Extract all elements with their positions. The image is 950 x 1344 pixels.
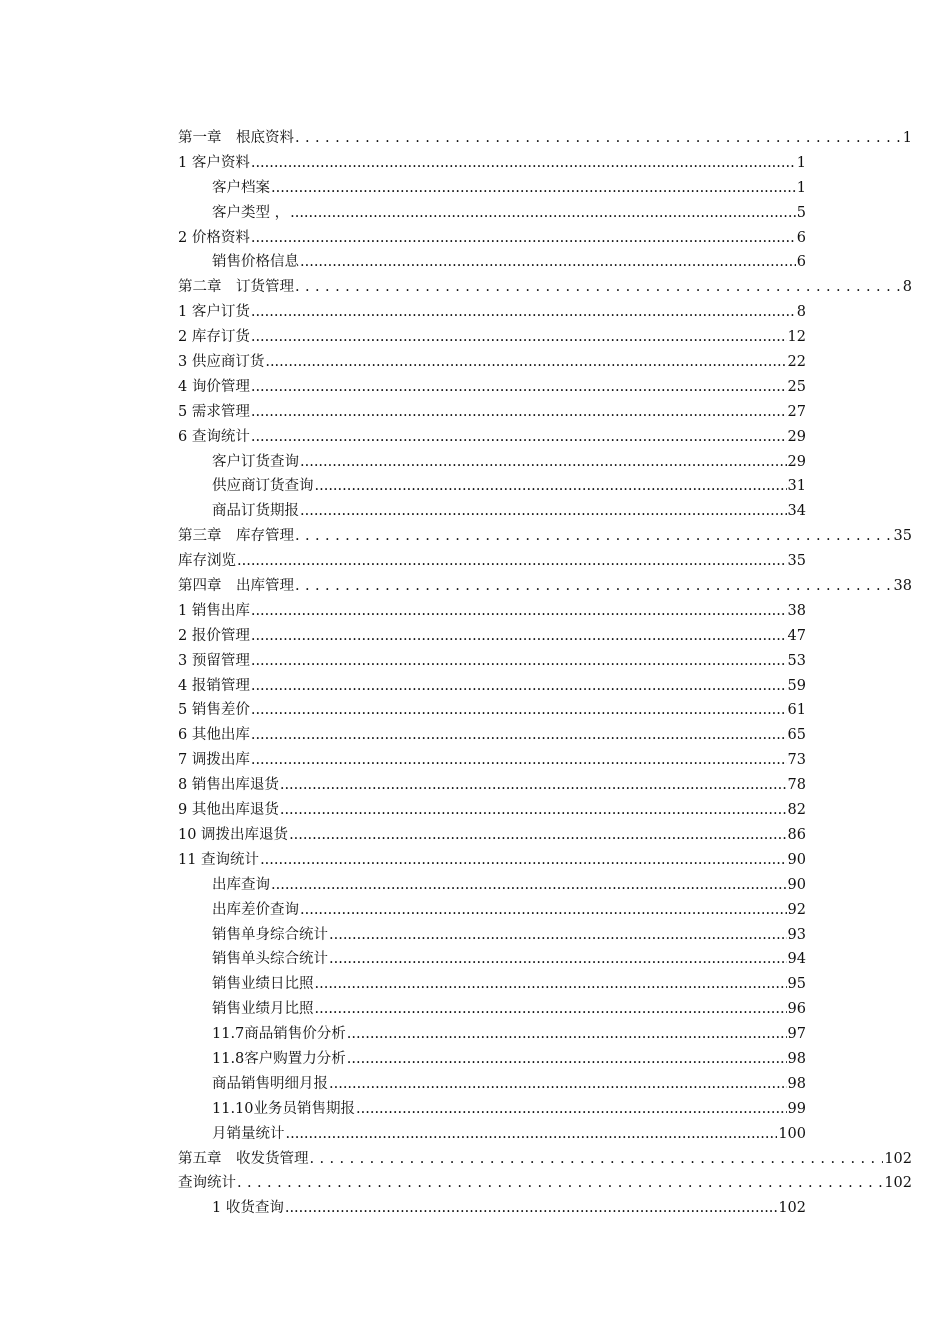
- toc-entry-title: 第二章 订货管理: [178, 279, 294, 296]
- toc-section-entry[interactable]: [178, 773, 806, 798]
- toc-subsection-entry[interactable]: [212, 1097, 806, 1122]
- dot-leader: [251, 723, 787, 748]
- toc-section-entry[interactable]: [178, 798, 806, 823]
- dot-leader: [329, 947, 787, 972]
- toc-entry-title: 客户档案: [212, 179, 270, 196]
- toc-entry-title: 库存浏览: [178, 553, 236, 570]
- toc-entry-title: 客户订货查询: [212, 453, 299, 470]
- toc-subsection-entry[interactable]: [212, 997, 806, 1022]
- dot-leader: [251, 599, 787, 624]
- toc-entry-page-number: 1: [796, 154, 806, 171]
- toc-subsection-entry[interactable]: [212, 1022, 806, 1047]
- dot-leader: [356, 1097, 787, 1122]
- toc-section-entry[interactable]: [178, 300, 806, 325]
- toc-entry-title: 销售单头综合统计: [212, 951, 328, 968]
- toc-entry-page-number: 65: [787, 727, 806, 744]
- toc-entry-page-number: 92: [787, 901, 806, 918]
- toc-subsection-entry[interactable]: [212, 499, 806, 524]
- toc-section-entry[interactable]: [178, 698, 806, 723]
- dot-leader: [329, 923, 787, 948]
- toc-entry-title: 销售业绩日比照: [212, 976, 314, 993]
- toc-section-entry[interactable]: [178, 823, 806, 848]
- dot-leader: [290, 201, 796, 226]
- toc-entry-page-number: 25: [787, 378, 806, 395]
- toc-entry-title: 2 价格资料: [178, 229, 250, 246]
- dot-leader: [329, 1072, 787, 1097]
- toc-entry-page-number: 53: [787, 652, 806, 669]
- toc-section-entry[interactable]: [178, 624, 806, 649]
- dot-leader: [280, 773, 787, 798]
- dot-leader: [280, 798, 787, 823]
- toc-section-entry[interactable]: [178, 226, 806, 251]
- toc-entry-title: 商品订货期报: [212, 503, 299, 520]
- dot-leader: [237, 1171, 883, 1196]
- toc-entry-title: 第一章 根底资料: [178, 130, 294, 146]
- toc-entry-page-number: 22: [787, 354, 806, 371]
- toc-entry-page-number: 93: [787, 926, 806, 943]
- toc-chapter-entry[interactable]: [178, 574, 912, 599]
- toc-chapter-entry[interactable]: [178, 275, 912, 300]
- toc-entry-page-number: 35: [787, 553, 806, 570]
- toc-entry-page-number: 1: [796, 179, 806, 196]
- toc-entry-title: 供应商订货查询: [212, 478, 314, 495]
- dot-leader: [289, 823, 786, 848]
- toc-entry-page-number: 102: [884, 1175, 912, 1192]
- toc-entry-title: 销售价格信息: [212, 254, 299, 271]
- dot-leader: [300, 898, 787, 923]
- toc-entry-title: 4 询价管理: [178, 378, 250, 395]
- dot-leader: [265, 350, 786, 375]
- toc-entry-page-number: 90: [787, 851, 806, 868]
- toc-entry-title: 11.7商品销售价分析: [212, 1026, 346, 1043]
- dot-leader: [300, 250, 796, 275]
- dot-leader: [271, 176, 796, 201]
- toc-chapter-entry[interactable]: [178, 1147, 912, 1172]
- toc-section-entry[interactable]: [178, 549, 806, 574]
- toc-subsection-entry[interactable]: [212, 201, 806, 226]
- toc-entry-title: 3 供应商订货: [178, 354, 265, 371]
- dot-leader: [315, 972, 787, 997]
- toc-entry-page-number: 31: [787, 478, 806, 495]
- toc-entry-page-number: 35: [893, 528, 912, 545]
- toc-chapter-entry[interactable]: [178, 524, 912, 549]
- dot-leader: [347, 1022, 787, 1047]
- toc-entry-title: 第五章 收发货管理: [178, 1150, 309, 1167]
- toc-section-entry[interactable]: [178, 400, 806, 425]
- dot-leader: [295, 574, 893, 599]
- dot-leader: [251, 151, 796, 176]
- toc-entry-page-number: 96: [787, 1001, 806, 1018]
- toc-entry-page-number: 29: [787, 428, 806, 445]
- toc-entry-title: 2 库存订货: [178, 329, 250, 346]
- dot-leader: [310, 1147, 884, 1172]
- toc-section-entry[interactable]: [178, 425, 806, 450]
- toc-section-entry[interactable]: [178, 151, 806, 176]
- toc-entry-title: 5 销售差价: [178, 702, 250, 719]
- toc-chapter-entry[interactable]: [178, 1171, 912, 1196]
- toc-entry-page-number: 6: [796, 254, 806, 271]
- toc-entry-title: 9 其他出库退货: [178, 802, 279, 819]
- toc-entry-title: 11 查询统计: [178, 851, 260, 868]
- toc-section-entry[interactable]: [178, 599, 806, 624]
- dot-leader: [251, 300, 796, 325]
- toc-entry-page-number: 59: [787, 677, 806, 694]
- toc-entry-page-number: 94: [787, 951, 806, 968]
- toc-section-entry[interactable]: [178, 748, 806, 773]
- dot-leader: [251, 698, 787, 723]
- dot-leader: [271, 873, 787, 898]
- dot-leader: [251, 425, 787, 450]
- dot-leader: [295, 126, 902, 151]
- toc-subsection-entry[interactable]: [212, 873, 806, 898]
- toc-entry-title: 6 其他出库: [178, 727, 250, 744]
- toc-subsection-entry[interactable]: [212, 898, 806, 923]
- toc-section-entry[interactable]: [178, 649, 806, 674]
- dot-leader: [237, 549, 787, 574]
- toc-entry-title: 1 收货查询: [212, 1200, 284, 1217]
- toc-entry-page-number: 27: [787, 403, 806, 420]
- dot-leader: [251, 624, 787, 649]
- toc-entry-page-number: 98: [787, 1050, 806, 1067]
- dot-leader: [286, 1122, 778, 1147]
- toc-entry-title: 销售业绩月比照: [212, 1001, 314, 1018]
- toc-entry-page-number: 95: [787, 976, 806, 993]
- toc-entry-page-number: 5: [796, 204, 806, 221]
- dot-leader: [300, 499, 787, 524]
- toc-entry-page-number: 47: [787, 627, 806, 644]
- toc-entry-page-number: 97: [787, 1026, 806, 1043]
- toc-entry-title: 4 报销管理: [178, 677, 250, 694]
- toc-section-entry[interactable]: [178, 350, 806, 375]
- toc-entry-title: 3 预留管理: [178, 652, 250, 669]
- toc-entry-title: 出库差价查询: [212, 901, 299, 918]
- toc-subsection-entry[interactable]: [212, 1047, 806, 1072]
- toc-section-entry[interactable]: [178, 723, 806, 748]
- toc-entry-page-number: 38: [893, 578, 912, 595]
- toc-subsection-entry[interactable]: [212, 947, 806, 972]
- toc-subsection-entry[interactable]: [212, 923, 806, 948]
- toc-entry-page-number: 1: [902, 130, 912, 146]
- dot-leader: [251, 375, 787, 400]
- toc-entry-title: 客户类型 ，: [212, 204, 290, 221]
- toc-entry-title: 1 客户订货: [178, 304, 250, 321]
- toc-subsection-entry[interactable]: [212, 250, 806, 275]
- toc-entry-page-number: 99: [787, 1100, 806, 1117]
- dot-leader: [251, 325, 787, 350]
- toc-entry-title: 销售单身综合统计: [212, 926, 328, 943]
- toc-entry-title: 11.8客户购置力分析: [212, 1050, 346, 1067]
- toc-entry-title: 商品销售明细月报: [212, 1075, 328, 1092]
- toc-entry-title: 10 调拨出库退货: [178, 826, 289, 843]
- toc-entry-page-number: 102: [884, 1150, 912, 1167]
- toc-entry-page-number: 86: [787, 826, 806, 843]
- toc-subsection-entry[interactable]: [212, 176, 806, 201]
- toc-section-entry[interactable]: [178, 375, 806, 400]
- toc-subsection-entry[interactable]: [212, 474, 806, 499]
- toc-entry-page-number: 34: [787, 503, 806, 520]
- toc-entry-page-number: 6: [796, 229, 806, 246]
- toc-entry-title: 第四章 出库管理: [178, 578, 294, 595]
- toc-subsection-entry[interactable]: [212, 972, 806, 997]
- toc-entry-title: 6 查询统计: [178, 428, 250, 445]
- toc-entry-page-number: 98: [787, 1075, 806, 1092]
- toc-entry-page-number: 12: [787, 329, 806, 346]
- toc-entry-page-number: 102: [778, 1200, 806, 1217]
- toc-entry-page-number: 29: [787, 453, 806, 470]
- dot-leader: [285, 1196, 777, 1221]
- toc-subsection-entry[interactable]: [212, 1072, 806, 1097]
- dot-leader: [315, 474, 787, 499]
- toc-entry-page-number: 8: [902, 279, 912, 296]
- toc-entry-page-number: 73: [787, 752, 806, 769]
- toc-entry-page-number: 38: [787, 602, 806, 619]
- dot-leader: [295, 524, 893, 549]
- table-of-contents: [178, 126, 912, 1221]
- dot-leader: [251, 649, 787, 674]
- toc-entry-title: 查询统计: [178, 1175, 236, 1192]
- toc-section-entry[interactable]: [178, 848, 806, 873]
- toc-entry-title: 2 报价管理: [178, 627, 250, 644]
- toc-entry-title: 5 需求管理: [178, 403, 250, 420]
- dot-leader: [251, 748, 787, 773]
- dot-leader: [251, 400, 787, 425]
- dot-leader: [347, 1047, 787, 1072]
- toc-entry-title: 第三章 库存管理: [178, 528, 294, 545]
- toc-subsection-entry[interactable]: [212, 1196, 806, 1221]
- toc-section-entry[interactable]: [178, 674, 806, 699]
- toc-entry-title: 7 调拨出库: [178, 752, 250, 769]
- toc-subsection-entry[interactable]: [212, 450, 806, 475]
- toc-entry-title: 1 销售出库: [178, 602, 250, 619]
- dot-leader: [260, 848, 786, 873]
- toc-entry-page-number: 90: [787, 876, 806, 893]
- toc-entry-title: 8 销售出库退货: [178, 777, 279, 794]
- toc-entry-title: 月销量统计: [212, 1125, 285, 1142]
- toc-entry-page-number: 100: [778, 1125, 806, 1142]
- toc-entry-title: 出库查询: [212, 876, 270, 893]
- dot-leader: [315, 997, 787, 1022]
- dot-leader: [300, 450, 787, 475]
- toc-entry-page-number: 78: [787, 777, 806, 794]
- toc-section-entry[interactable]: [178, 325, 806, 350]
- toc-entry-title: 1 客户资料: [178, 154, 250, 171]
- dot-leader: [295, 275, 902, 300]
- toc-entry-page-number: 82: [787, 802, 806, 819]
- toc-entry-title: 11.10业务员销售期报: [212, 1100, 356, 1117]
- dot-leader: [251, 226, 796, 251]
- toc-entry-page-number: 8: [796, 304, 806, 321]
- toc-entry-page-number: 61: [787, 702, 806, 719]
- toc-subsection-entry[interactable]: [212, 1122, 806, 1147]
- toc-chapter-entry[interactable]: [178, 126, 912, 151]
- dot-leader: [251, 674, 787, 699]
